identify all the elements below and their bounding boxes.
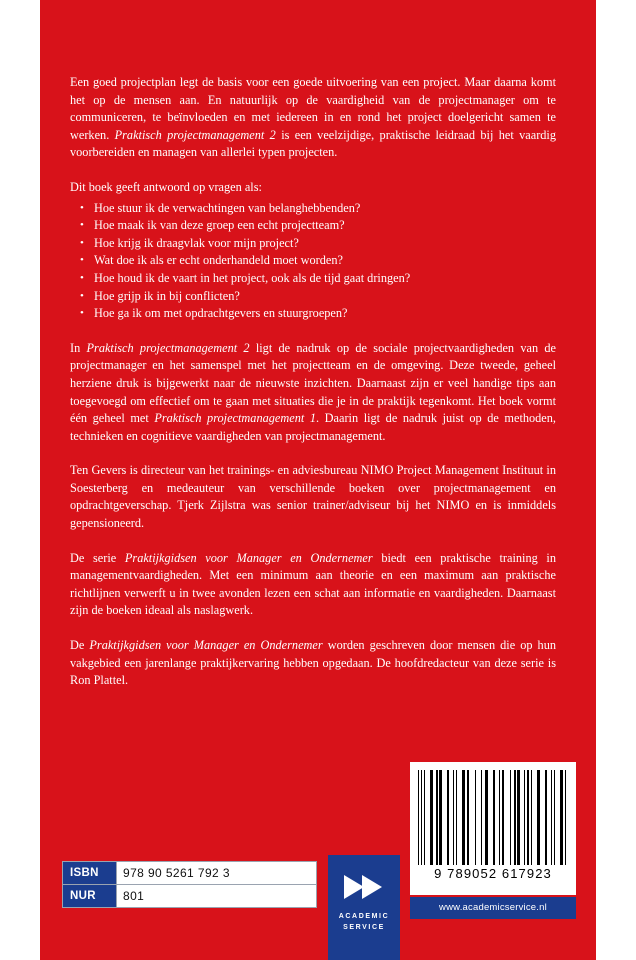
paragraph-intro-text-2: is een veelzijdige, praktische leidraad bij het vaardig voorbereiden en managen van allerlei typen projecten. <box>70 127 557 160</box>
barcode-number: 9 789052 617923 <box>434 866 552 881</box>
paragraph-editors-text-2: worden geschreven door mensen die op hun vakgebied een jarenlange praktijkervaring hebben opgedaan. De hoofdredacteur van deze serie is Ron Plattel. <box>70 638 556 688</box>
book-title-italic-1: Praktisch projectmanagement 2 <box>114 127 276 142</box>
barcode-bars <box>418 770 568 865</box>
publisher-name-line2: SERVICE <box>343 924 385 931</box>
list-item: • Hoe ga ik om met opdrachtgevers en stuurgroepen? <box>80 305 556 323</box>
paragraph-editors <box>70 637 556 690</box>
book-title-italic-3: Praktisch projectmanagement 1 <box>154 411 316 426</box>
paragraph-book-focus <box>70 340 556 446</box>
isbn-value: 978 90 5261 792 3 <box>117 862 317 885</box>
publisher-website: www.academicservice.nl <box>410 897 576 919</box>
nur-value: 801 <box>117 885 317 908</box>
paragraph-book-focus-text-2: ligt de nadruk op de sociale projectvaardigheden van de projectmanager en het samenspel met het projectteam en de omgeving. Deze tweede, geheel herziene druk is bijgewerkt naar de nieuwste inzichten. Daarnaast zijn er veel handige tips aan toegevoegd om effectief om te gaan met situaties die je in de praktijk tegenkomt. Het boek vormt één geheel met <box>70 340 556 426</box>
paragraph-series-text-1: De serie <box>70 550 125 565</box>
isbn-nur-table <box>62 861 317 908</box>
paragraph-intro-text-1: Een goed projectplan legt de basis voor een goede uitvoering van een project. Maar daarna komt het op de mensen aan. En natuurlijk op de vaardigheid van de projectmanager om te communiceren, te beïnvloeden en met iedereen in en rond het project doelgericht samen te werken. <box>70 75 556 142</box>
questions-list <box>70 200 556 323</box>
isbn-label: ISBN <box>63 862 117 885</box>
barcode <box>410 762 576 895</box>
nur-label: NUR <box>63 885 117 908</box>
page-left-margin <box>0 0 40 960</box>
chevron-right-icon <box>342 873 384 901</box>
publisher-logo <box>328 855 400 960</box>
table-row <box>63 862 317 885</box>
paragraph-book-focus-text-1: In <box>70 340 87 355</box>
list-item: • Wat doe ik als er echt onderhandeld moet worden? <box>80 252 556 270</box>
blurb-text-block <box>70 74 556 707</box>
paragraph-series <box>70 550 556 620</box>
book-title-italic-2: Praktisch projectmanagement 2 <box>86 340 250 355</box>
series-title-italic-1: Praktijkgidsen voor Manager en Ondernemer <box>124 550 373 565</box>
list-item: • Hoe houd ik de vaart in het project, ook als de tijd gaat dringen? <box>80 270 556 288</box>
paragraph-authors: Ten Gevers is directeur van het trainings- en adviesbureau NIMO Project Management Instituut in Soesterberg en medeauteur van verschillende boeken over projectmanagement en opdrachtgeverschap. Tjerk Zijlstra was senior trainer/adviseur bij het NIMO en is inmiddels gepensioneerd. <box>70 463 556 531</box>
paragraph-book-focus-text-3: . Daarin ligt de nadruk juist op de methoden, technieken en cognitieve vaardigheden van projectmanagement. <box>70 411 556 443</box>
page-right-margin <box>596 0 636 960</box>
paragraph-series-text-2: biedt een praktische training in managementvaardigheden. Met een minimum aan theorie en een maximum aan praktische richtlijnen verwerft u in twee avonden lezen een schat aan informatie en vaardigheden. Daarnaast zijn de boeken ideaal als naslagwerk. <box>70 550 556 618</box>
list-item: • Hoe grijp ik in bij conflicten? <box>80 288 556 306</box>
list-item: • Hoe stuur ik de verwachtingen van belanghebbenden? <box>80 200 556 218</box>
questions-lead-in: Dit boek geeft antwoord op vragen als: <box>70 179 262 194</box>
publisher-name <box>328 911 400 933</box>
publisher-name-line1: ACADEMIC <box>338 913 390 920</box>
series-title-italic-2: Praktijkgidsen voor Manager en Ondernemer <box>89 638 323 653</box>
table-row <box>63 885 317 908</box>
paragraph-editors-text-1: De <box>70 638 90 653</box>
list-item: • Hoe maak ik van deze groep een echt projectteam? <box>80 217 556 235</box>
paragraph-intro <box>70 74 556 162</box>
book-back-cover <box>40 0 596 960</box>
list-item: • Hoe krijg ik draagvlak voor mijn project? <box>80 235 556 253</box>
